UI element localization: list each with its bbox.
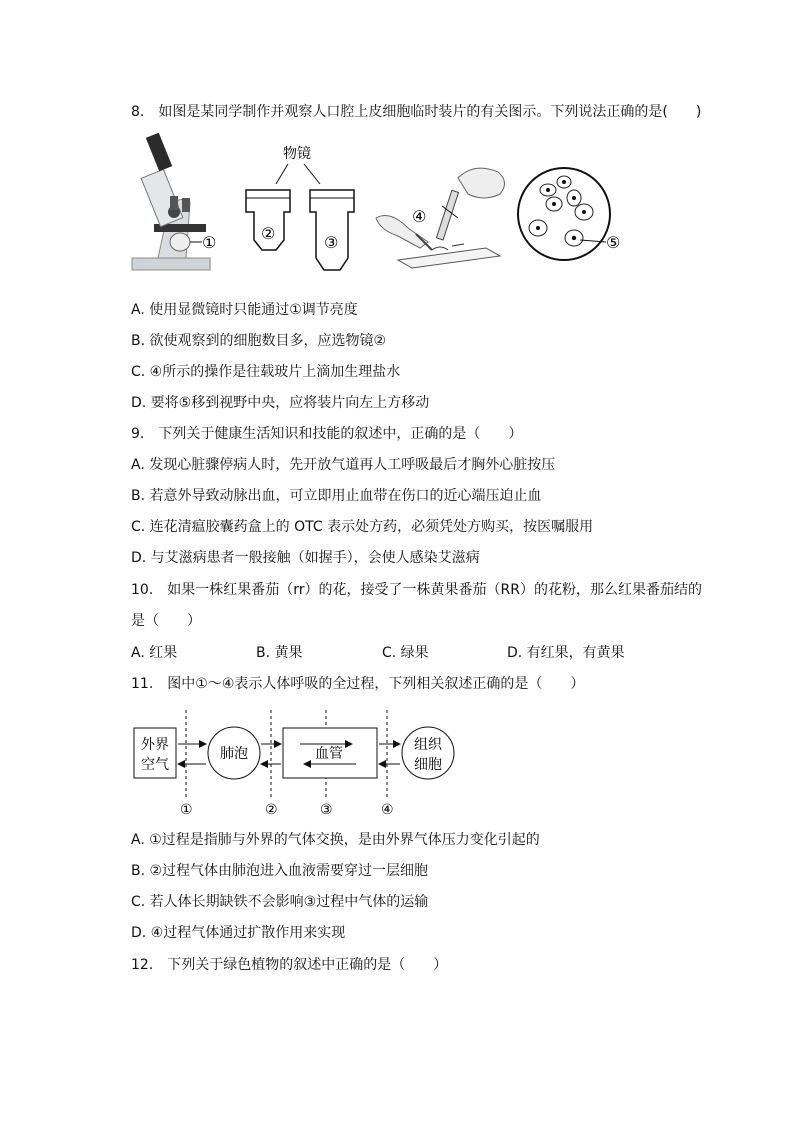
q9-option-a: A. 发现心脏骤停病人时，先开放气道再人工呼吸最后才胸外心脏按压	[131, 457, 556, 473]
question-10-stem-line2: 是（ ）	[131, 613, 201, 629]
q11-option-d: D. ④过程气体通过扩散作用来实现	[131, 925, 346, 941]
q8-figure	[128, 132, 628, 282]
respiration-diagram	[128, 706, 468, 818]
mark-3: ③	[324, 233, 339, 252]
q8-option-a: A. 使用显微镜时只能通过①调节亮度	[131, 302, 358, 318]
question-10-stem-line1: 10. 如果一株红果番茄（rr）的花，接受了一株黄果番茄（RR）的花粉，那么红果番茄结的	[131, 582, 702, 598]
outside-air-label-1: 外界	[141, 737, 169, 753]
q11-option-a: A. ①过程是指肺与外界的气体交换，是由外界气体压力变化引起的	[131, 832, 540, 848]
blood-vessel-label: 血管	[315, 746, 343, 762]
question-11-stem: 11. 图中①～④表示人体呼吸的全过程，下列相关叙述正确的是（ ）	[131, 676, 585, 692]
tissue-cell-label-1: 组织	[414, 737, 442, 753]
q8-option-d: D. 要将⑤移到视野中央，应将装片向左上方移动	[131, 395, 430, 411]
q8-option-b: B. 欲使观察到的细胞数目多，应选物镜②	[131, 333, 387, 349]
mark-1: ①	[202, 233, 217, 252]
process-number-4: ④	[381, 802, 394, 818]
q10-option-c: C. 绿果	[382, 645, 429, 661]
process-number-1: ①	[180, 802, 193, 818]
question-9-stem: 9. 下列关于健康生活知识和技能的叙述中，正确的是（ ）	[131, 426, 523, 442]
outside-air-label-2: 空气	[141, 757, 169, 773]
alveolus-label: 肺泡	[220, 746, 248, 762]
objective-lenses	[246, 145, 354, 270]
microscope-image	[132, 133, 216, 270]
tissue-cell-label-2: 细胞	[414, 757, 442, 773]
question-8-stem: 8. 如图是某同学制作并观察人口腔上皮细胞临时装片的有关图示。下列说法正确的是( )	[131, 104, 702, 120]
q9-option-b: B. 若意外导致动脉出血，可立即用止血带在伤口的近心端压迫止血	[131, 488, 542, 504]
mark-4: ④	[412, 207, 427, 226]
q8-option-c: C. ④所示的操作是往载玻片上滴加生理盐水	[131, 364, 401, 380]
dropper-slide-image	[376, 168, 505, 268]
q10-option-d: D. 有红果，有黄果	[507, 645, 625, 661]
q10-option-b: B. 黄果	[256, 645, 303, 661]
q9-option-d: D. 与艾滋病患者一般接触（如握手），会使人感染艾滋病	[131, 550, 480, 566]
q11-option-c: C. 若人体长期缺铁不会影响③过程中气体的运输	[131, 894, 429, 910]
q11-option-b: B. ②过程气体由肺泡进入血液需要穿过一层细胞	[131, 863, 429, 879]
process-number-3: ③	[320, 802, 333, 818]
mark-2: ②	[261, 224, 276, 243]
process-number-2: ②	[265, 802, 278, 818]
objective-label: 物镜	[283, 146, 311, 162]
q10-option-a: A. 红果	[131, 645, 178, 661]
q9-option-c: C. 连花清瘟胶囊药盒上的 OTC 表示处方药，必须凭处方购买，按医嘱服用	[131, 519, 594, 535]
field-of-view-image	[518, 168, 620, 260]
mark-5: ⑤	[606, 233, 621, 252]
question-12-stem: 12. 下列关于绿色植物的叙述中正确的是（ ）	[131, 957, 448, 973]
